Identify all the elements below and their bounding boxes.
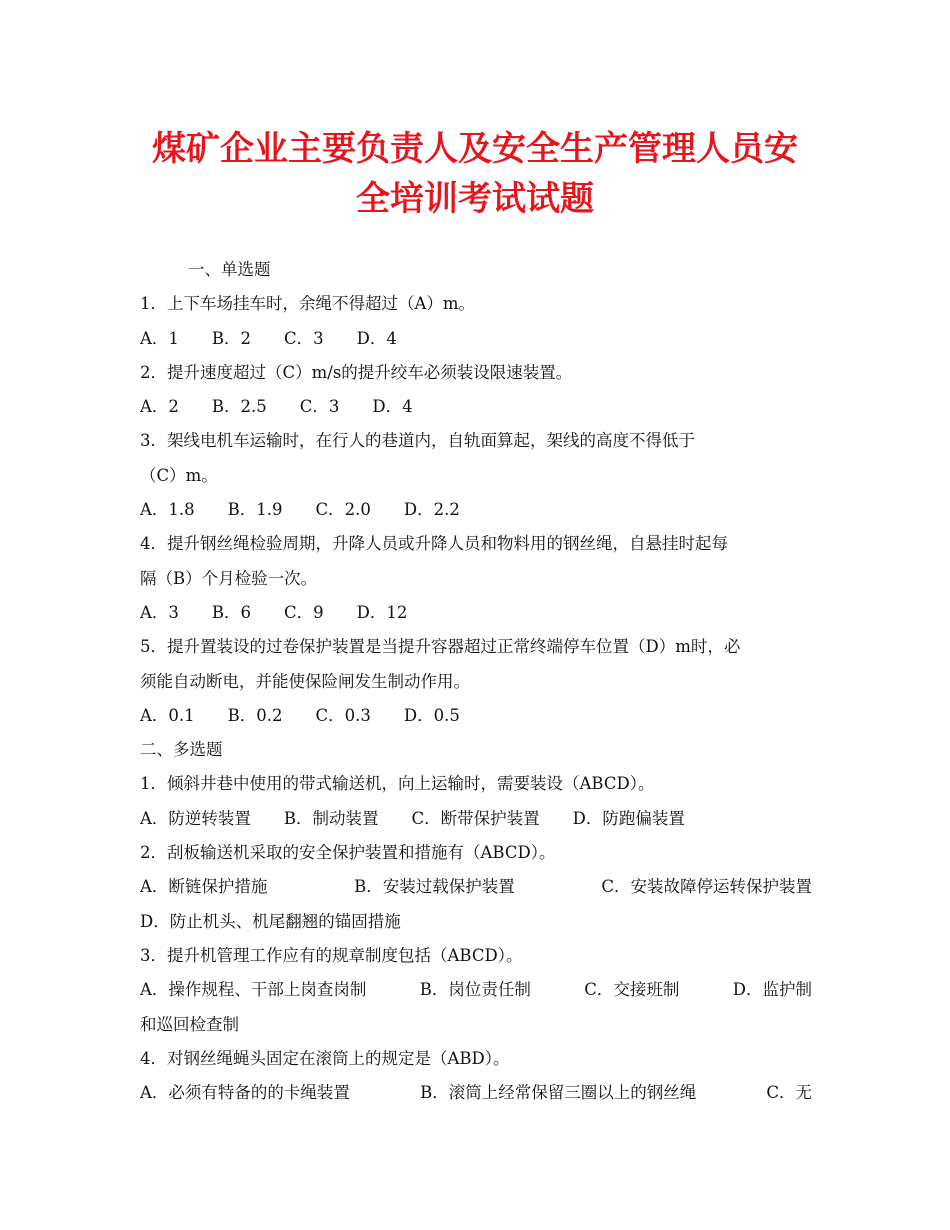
question-single-3-line-1: 3．架线电机车运输时，在行人的巷道内，自轨面算起，架线的高度不得低于 xyxy=(140,431,695,451)
option-multi-3-b: B．岗位责任制 xyxy=(419,980,531,1000)
question-single-3-line-2: （C）m。 xyxy=(140,465,218,485)
question-single-4-line-2: 隔（B）个月检验一次。 xyxy=(140,568,318,588)
options-multi-4-line-1 xyxy=(140,1076,812,1110)
question-multi-3: 3．提升机管理工作应有的规章制度包括（ABCD）。 xyxy=(140,945,523,965)
options-single-5: A．0.1 B．0.2 C．0.3 D．0.5 xyxy=(140,705,460,725)
document-body xyxy=(140,253,812,1110)
option-multi-3-a: A．操作规程、干部上岗查岗制 xyxy=(140,980,367,1000)
options-single-4: A．3 B．6 C．9 D．12 xyxy=(140,602,408,622)
option-multi-2-b: B．安装过载保护装置 xyxy=(354,877,515,897)
options-multi-3-line-1 xyxy=(140,973,812,1007)
question-single-1: 1．上下车场挂车时，余绳不得超过（A）m。 xyxy=(140,294,476,314)
option-multi-2-c: C．安装故障停运转保护装置 xyxy=(601,877,812,897)
option-multi-4-b: B．滚筒上经常保留三圈以上的钢丝绳 xyxy=(420,1083,697,1103)
option-multi-3-c: C．交接班制 xyxy=(584,980,680,1000)
question-multi-4: 4．对钢丝绳蝇头固定在滚筒上的规定是（ABD）。 xyxy=(140,1048,510,1068)
option-multi-2-a: A．断链保护措施 xyxy=(140,877,268,897)
options-single-1: A．1 B．2 C．3 D．4 xyxy=(140,328,397,348)
section-heading-multi: 二、多选题 xyxy=(140,740,223,760)
option-multi-2-d: D．防止机头、机尾翻翘的锚固措施 xyxy=(140,911,401,931)
section-heading-single: 一、单选题 xyxy=(188,260,271,279)
option-multi-3-d: D．监护制 xyxy=(732,980,812,1000)
question-single-2: 2．提升速度超过（C）m/s的提升绞车必须装设限速装置。 xyxy=(140,362,573,382)
question-single-5-line-2: 须能自动断电，并能使保险闸发生制动作用。 xyxy=(140,671,470,691)
options-single-3: A．1.8 B．1.9 C．2.0 D．2.2 xyxy=(140,500,460,520)
question-single-4-line-1: 4．提升钢丝绳检验周期，升降人员或升降人员和物料用的钢丝绳，自悬挂时起每 xyxy=(140,534,728,554)
option-multi-4-a: A．必须有特备的的卡绳装置 xyxy=(140,1083,350,1103)
title-line-2: 全培训考试试题 xyxy=(356,179,594,219)
question-single-5-line-1: 5．提升置装设的过卷保护装置是当提升容器超过正常终端停车位置（D）m时，必 xyxy=(140,637,741,657)
question-multi-2: 2．刮板输送机采取的安全保护装置和措施有（ABCD）。 xyxy=(140,843,556,863)
options-single-2: A．2 B．2.5 C．3 D．4 xyxy=(140,397,413,417)
options-multi-1: A．防逆转装置 B．制动装置 C．断带保护装置 D．防跑偏装置 xyxy=(140,808,685,828)
title-line-1: 煤矿企业主要负责人及安全生产管理人员安 xyxy=(152,129,798,169)
options-multi-2-line-1 xyxy=(140,870,812,904)
document-title xyxy=(110,124,840,224)
option-multi-3-d-continued: 和巡回检查制 xyxy=(140,1014,239,1034)
option-multi-4-c: C．无 xyxy=(766,1083,812,1103)
question-multi-1: 1．倾斜井巷中使用的带式输送机，向上运输时，需要装设（ABCD）。 xyxy=(140,774,655,794)
